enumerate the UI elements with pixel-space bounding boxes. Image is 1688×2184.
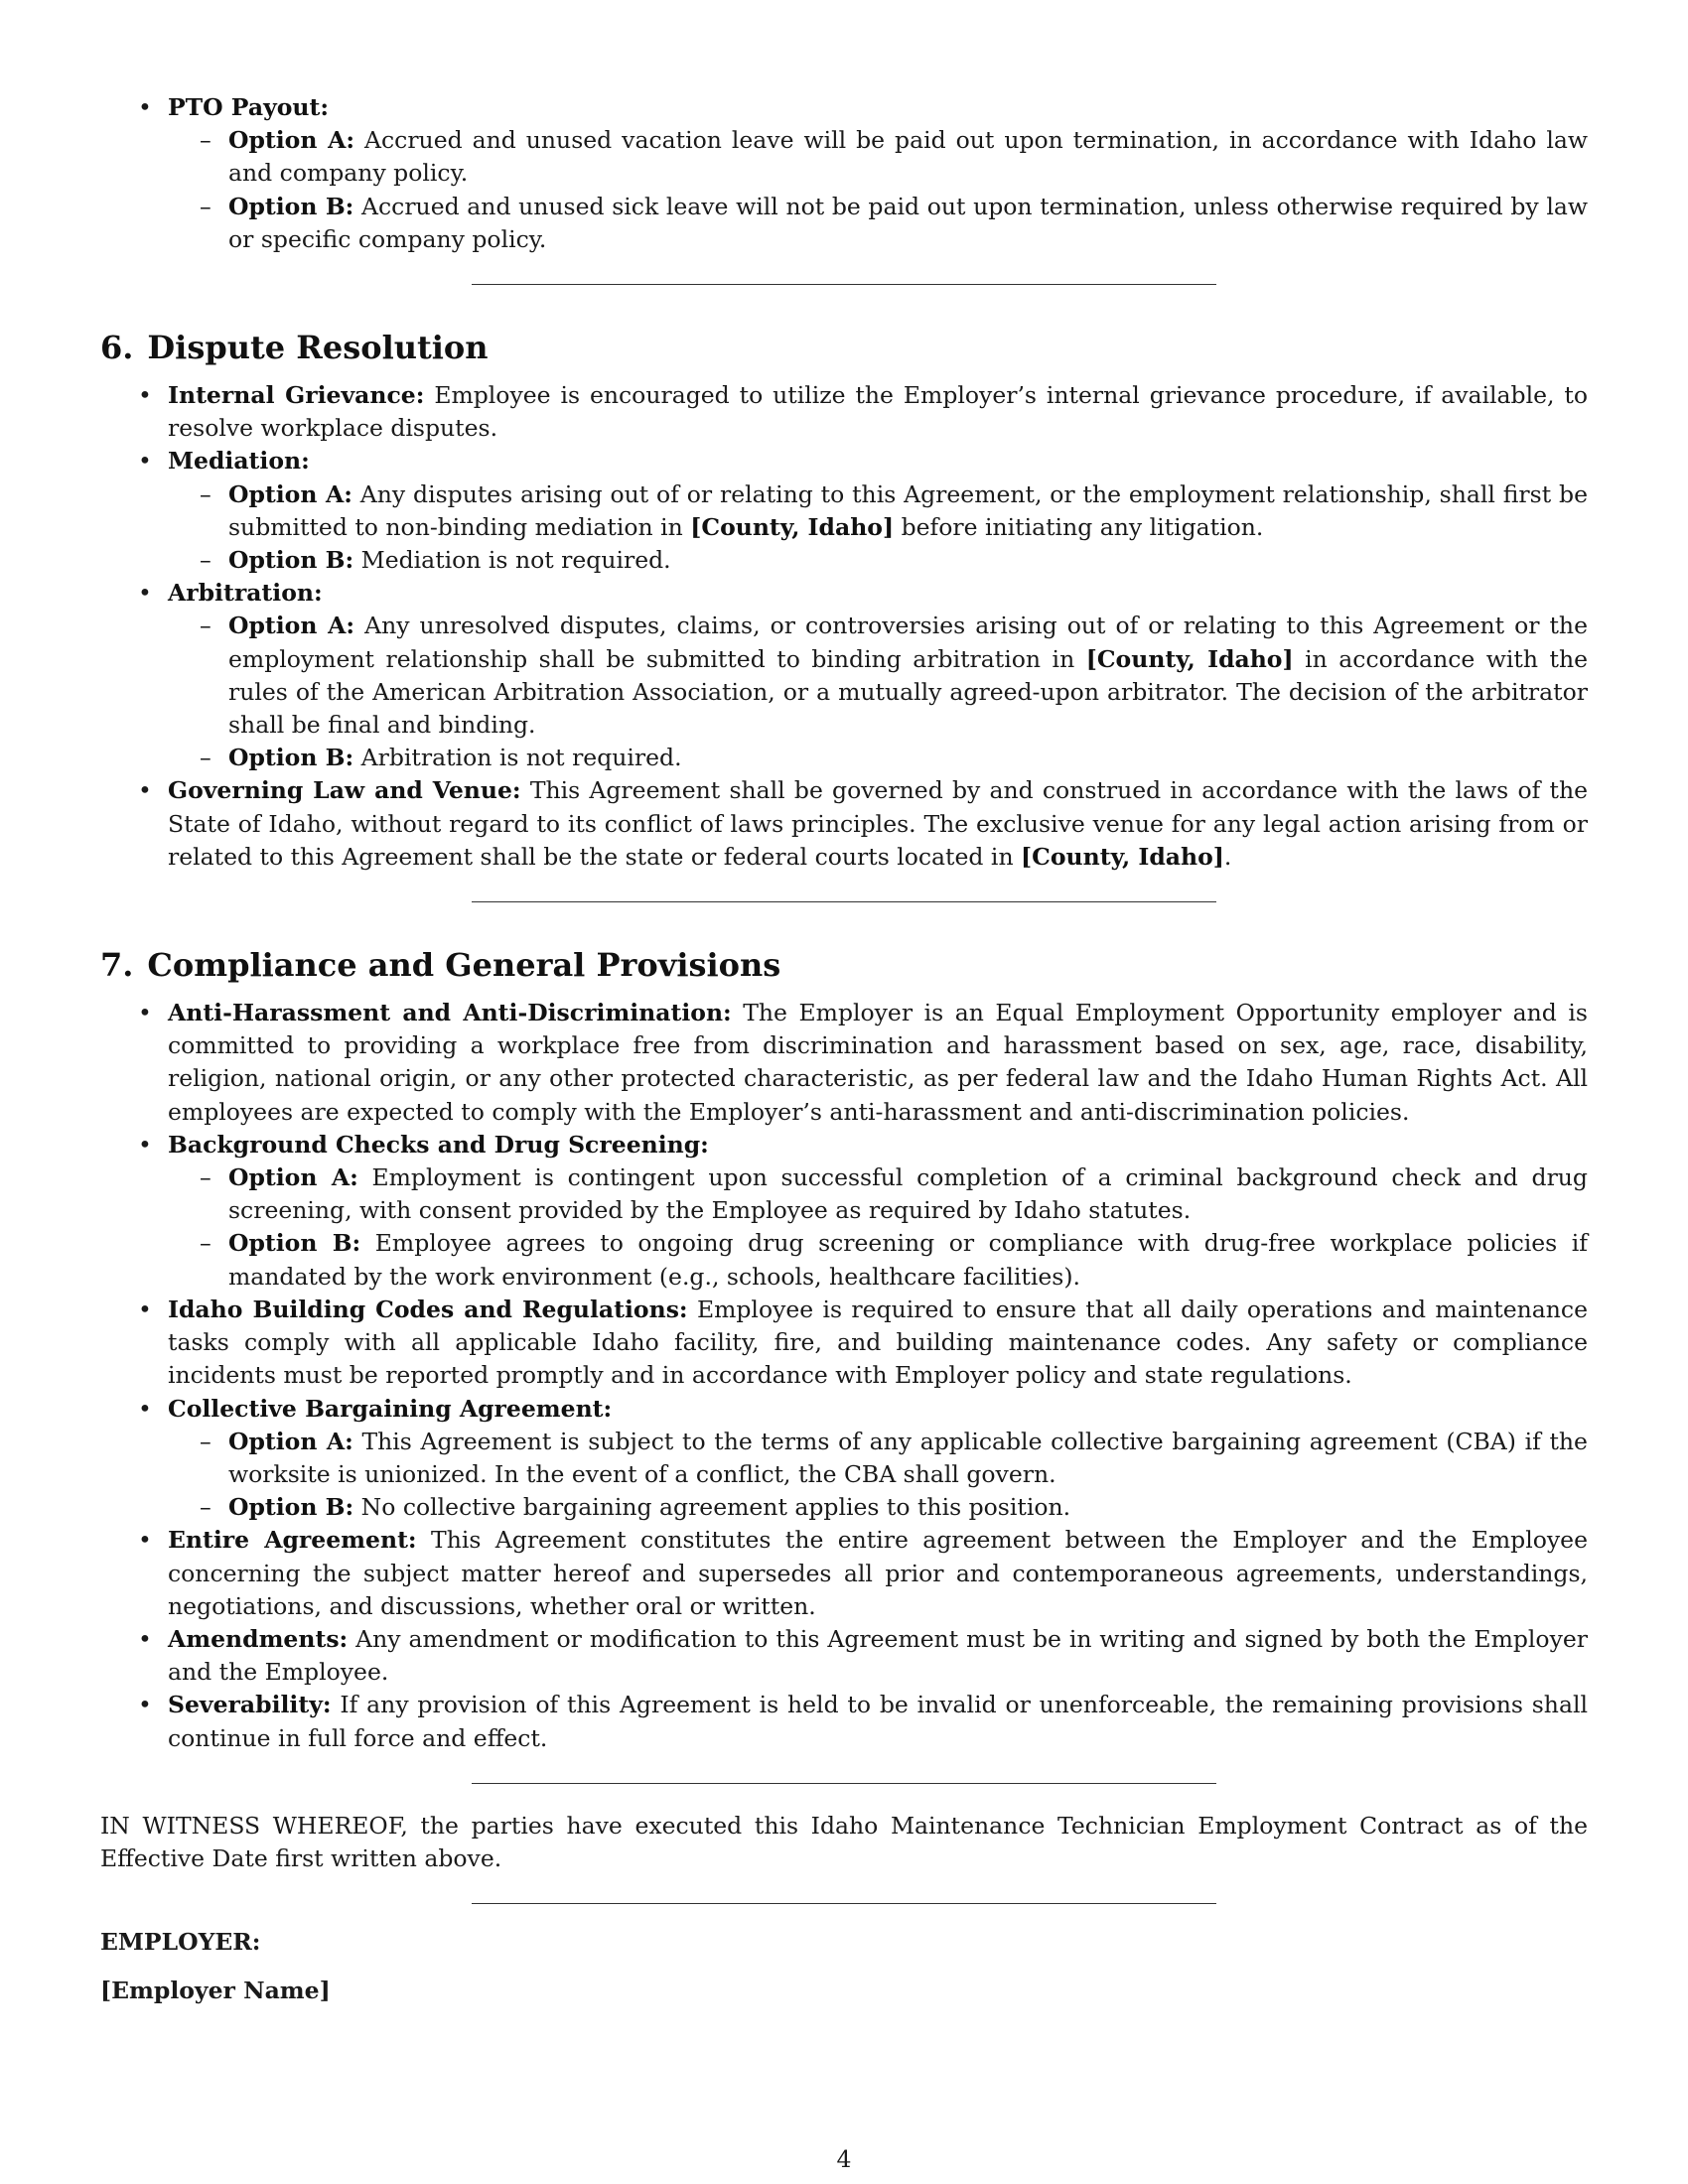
option-label: Option A:: [228, 612, 355, 640]
county-placeholder: [County, Idaho]: [1021, 842, 1224, 871]
mediation-item: [100, 445, 1588, 577]
arbitration-option-b: [168, 742, 1588, 774]
mediation-option-a: [168, 478, 1588, 544]
item-label: Governing Law and Venue:: [168, 776, 521, 805]
option-text-end: in accordance with the rules of the American Arbitration Association, or a mutually agreed-upon arbitrator. The decision of the arbitrator shall be final and binding.: [228, 644, 1588, 740]
cba-option-a: [168, 1426, 1588, 1491]
section-7-list: [100, 997, 1588, 1755]
option-text: Accrued and unused sick leave will not be paid out upon termination, unless otherwise required by law or specific company policy.: [228, 192, 1588, 253]
pto-option-b: [168, 191, 1588, 256]
mediation-options: [168, 478, 1588, 578]
internal-grievance-item: [100, 379, 1588, 445]
option-text: Employment is contingent upon successful completion of a criminal background check and drug screening, with consent provided by the Employee as required by Idaho statutes.: [228, 1163, 1588, 1225]
section-6-list: [100, 379, 1588, 874]
pto-list: [100, 91, 1588, 256]
collective-bargaining-item: [100, 1393, 1588, 1525]
county-placeholder: [County, Idaho]: [1085, 644, 1294, 673]
section-divider: [472, 901, 1216, 902]
item-label: Collective Bargaining Agreement:: [168, 1394, 613, 1423]
item-text: If any provision of this Agreement is held to be invalid or unenforceable, the remaining provisions shall continue in full force and effect.: [168, 1691, 1588, 1752]
entire-agreement-item: [100, 1524, 1588, 1623]
background-option-a: [168, 1161, 1588, 1227]
section-divider: [472, 1783, 1216, 1784]
option-text: No collective bargaining agreement applies to this position.: [360, 1493, 1071, 1522]
severability-item: [100, 1689, 1588, 1754]
section-number: 7.: [100, 946, 134, 985]
background-option-b: [168, 1227, 1588, 1293]
option-text: Employee agrees to ongoing drug screening or compliance with drug-free workplace policies if mandated by the work environment (e.g., schools, healthcare facilities).: [228, 1229, 1588, 1291]
arbitration-option-a: [168, 610, 1588, 742]
option-text-end: before initiating any litigation.: [894, 512, 1264, 541]
county-placeholder: [County, Idaho]: [690, 512, 895, 541]
pto-options: [168, 124, 1588, 256]
item-text: This Agreement shall be governed by and construed in accordance with the laws of the State of Idaho, without regard to its conflict of laws principles. The exclusive venue for any legal action arising from or related to this Agreement shall be the state or federal courts located in: [168, 776, 1588, 871]
employer-name-placeholder: [Employer Name]: [100, 1977, 331, 2005]
pto-payout-label: PTO Payout:: [168, 93, 330, 121]
item-text: This Agreement constitutes the entire agreement between the Employer and the Employee concerning the subject matter hereof and supersedes all prior and contemporaneous agreements, understandings, negotiations, and discussions, whether oral or written.: [168, 1526, 1588, 1620]
item-label: Background Checks and Drug Screening:: [168, 1130, 709, 1159]
item-label: Anti-Harassment and Anti-Discrimination:: [168, 999, 732, 1027]
item-label: Internal Grievance:: [168, 381, 425, 410]
item-label: Severability:: [168, 1691, 332, 1719]
item-text: Employee is required to ensure that all daily operations and maintenance tasks comply with all applicable Idaho facility, fire, and building maintenance codes. Any safety or compliance incidents must be reported promptly and in accordance with Employer policy and state regulations.: [168, 1295, 1588, 1390]
item-text: Employee is encouraged to utilize the Employer’s internal grievance procedure, if available, to resolve workplace disputes.: [168, 381, 1588, 443]
option-label: Option B:: [228, 1493, 354, 1522]
item-text: Any amendment or modification to this Agreement must be in writing and signed by both the Employer and the Employee.: [168, 1624, 1588, 1687]
section-title: Dispute Resolution: [147, 329, 489, 367]
background-options: [168, 1161, 1588, 1294]
item-text: The Employer is an Equal Employment Opportunity employer and is committed to providing a workplace free from discrimination and harassment based on sex, age, race, disability, religion, national origin, or any other protected characteristic, as per federal law and the Idaho Human Rights Act. All employees are expected to comply with the Employer’s anti-harassment and anti-discrimination policies.: [168, 999, 1588, 1126]
document-page: [100, 91, 1588, 2008]
section-divider: [472, 284, 1216, 285]
option-text: Any disputes arising out of or relating to this Agreement, or the employment relationship, shall first be submitted to non-binding mediation in: [228, 479, 1588, 541]
option-label: Option B:: [228, 744, 354, 772]
amendments-item: [100, 1623, 1588, 1689]
building-codes-item: [100, 1294, 1588, 1393]
option-text: This Agreement is subject to the terms of any applicable collective bargaining agreement (CBA) if the worksite is unionized. In the event of a conflict, the CBA shall govern.: [228, 1427, 1588, 1488]
arbitration-item: [100, 577, 1588, 774]
anti-harassment-item: [100, 997, 1588, 1129]
option-label: Option B:: [228, 192, 354, 220]
option-label: Option A:: [228, 479, 352, 508]
option-text: Any unresolved disputes, claims, or controversies arising out of or relating to this Agreement or the employment relationship shall be submitted to binding arbitration in: [228, 612, 1588, 673]
witness-paragraph: IN WITNESS WHEREOF, the parties have executed this Idaho Maintenance Technician Employment Contract as of the Effective Date first written above.: [100, 1811, 1588, 1872]
option-label: Option A:: [228, 1427, 353, 1455]
employer-heading: EMPLOYER:: [100, 1928, 261, 1957]
item-text-end: .: [1223, 842, 1232, 871]
section-7-heading: [100, 945, 1588, 985]
option-text: Accrued and unused vacation leave will be paid out upon termination, in accordance with Idaho law and company policy.: [228, 126, 1588, 188]
item-label: Amendments:: [168, 1624, 349, 1653]
item-label: Entire Agreement:: [168, 1526, 417, 1555]
section-6-heading: [100, 328, 1588, 367]
option-text: Arbitration is not required.: [360, 744, 682, 772]
background-checks-item: [100, 1129, 1588, 1294]
section-divider: [472, 1903, 1216, 1904]
option-label: Option A:: [228, 126, 355, 155]
section-title: Compliance and General Provisions: [147, 946, 781, 985]
pto-payout-item: [100, 91, 1588, 256]
mediation-option-b: [168, 544, 1588, 577]
option-label: Option B:: [228, 1229, 361, 1258]
section-number: 6.: [100, 329, 134, 367]
item-label: Idaho Building Codes and Regulations:: [168, 1295, 688, 1323]
page-number: 4: [836, 2145, 852, 2173]
option-label: Option B:: [228, 546, 354, 575]
option-label: Option A:: [228, 1163, 358, 1192]
option-text: Mediation is not required.: [360, 546, 671, 575]
item-label: Mediation:: [168, 447, 310, 476]
cba-option-b: [168, 1491, 1588, 1524]
governing-law-item: [100, 774, 1588, 874]
item-label: Arbitration:: [168, 579, 323, 608]
arbitration-options: [168, 610, 1588, 774]
cba-options: [168, 1426, 1588, 1525]
pto-option-a: [168, 124, 1588, 190]
